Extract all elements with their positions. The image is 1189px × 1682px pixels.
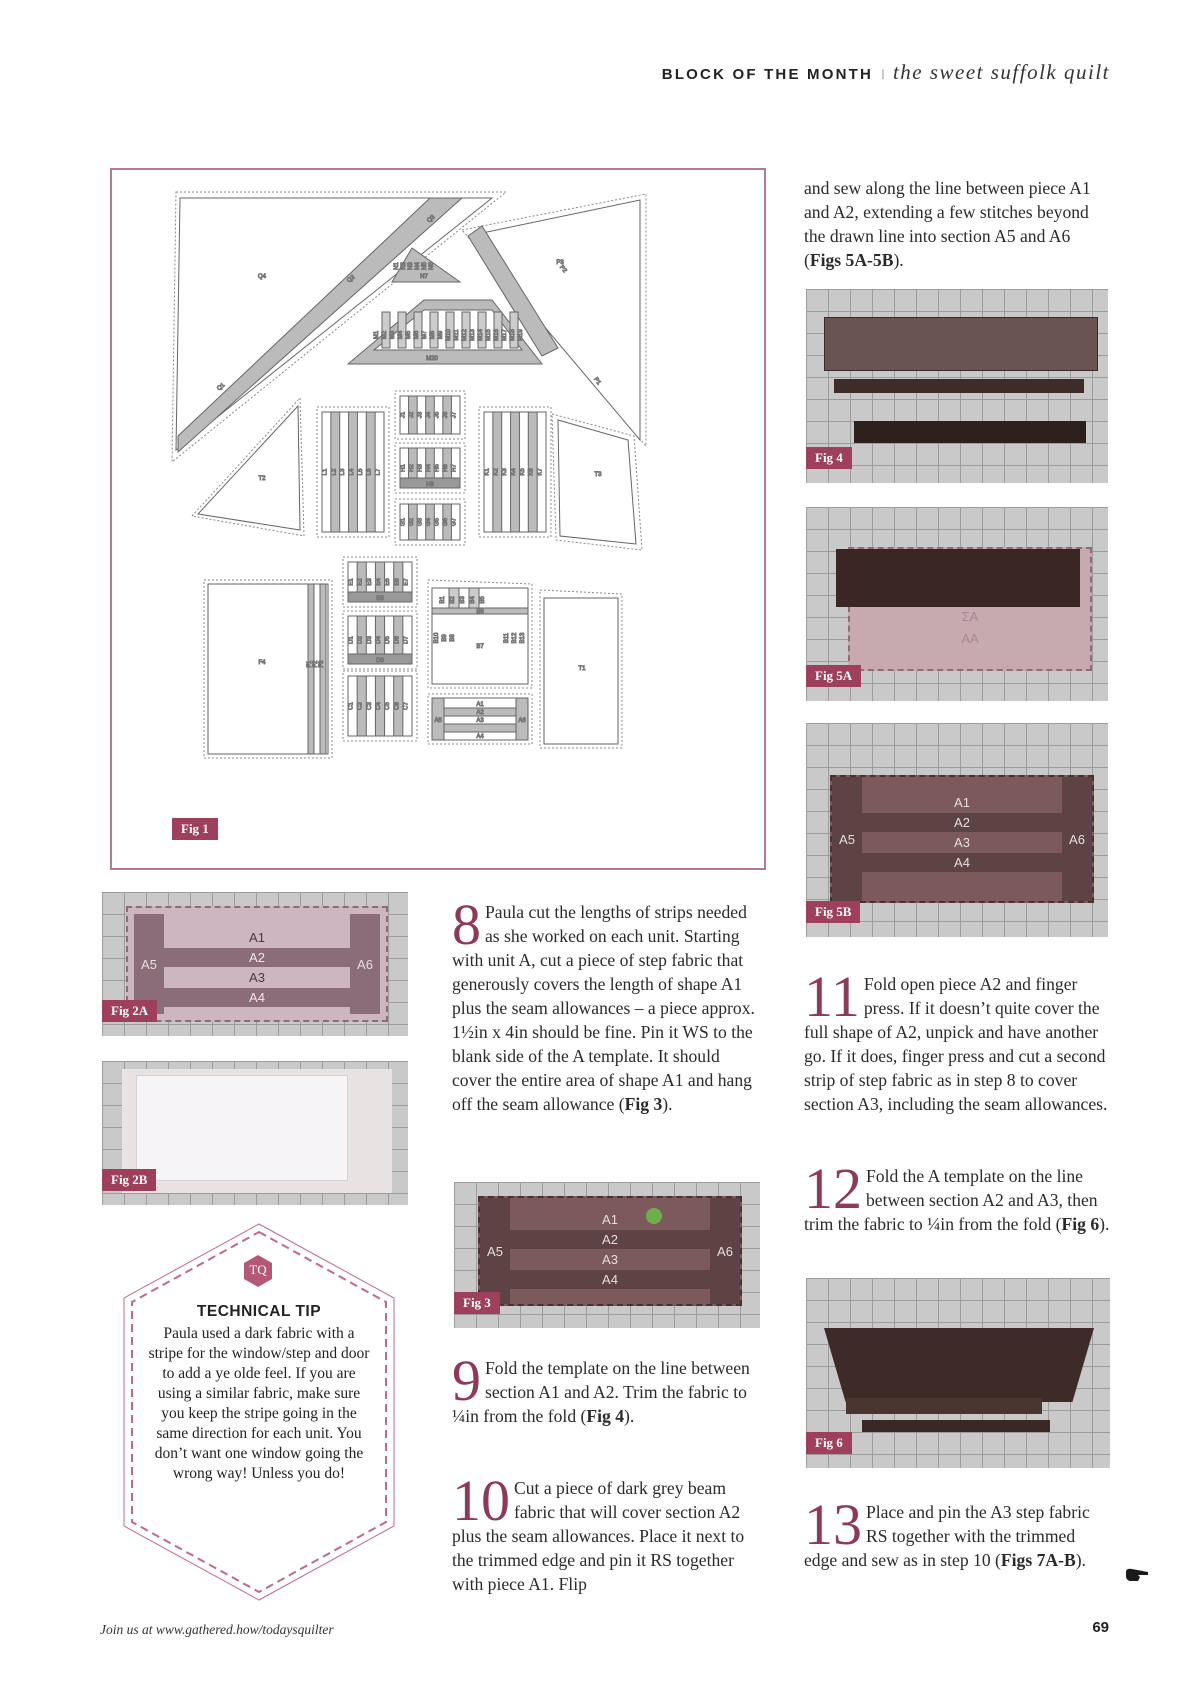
label-a3: A3 [476, 718, 484, 724]
label-b7: B7 [476, 644, 484, 650]
unit-c-label-C3: C3 [366, 702, 373, 710]
tip-title: TECHNICAL TIP [196, 1303, 322, 1320]
step-10-cont-text: and sew along the line between piece A1 and A2, extending a few stitches beyond the drawn line into section A5 and A6 ( [804, 178, 1091, 270]
tq-badge-text: TQ [249, 1262, 267, 1277]
unit-l-label-L4: L4 [349, 468, 355, 476]
unit-d-strip [357, 616, 366, 654]
label-m9: M9 [438, 330, 444, 340]
unit-h-label-H2: H2 [408, 464, 415, 472]
unit-k-label-K4: K4 [511, 468, 517, 476]
unit-e-strip [357, 562, 366, 592]
label-m12: M12 [462, 329, 468, 341]
piece-f1 [308, 584, 314, 754]
figure-1-template-diagram [110, 168, 766, 870]
unit-d-label-D7: D7 [403, 636, 410, 644]
unit-c-label-C7: C7 [403, 702, 410, 710]
fig6-photo [806, 1278, 1110, 1468]
label-m8: M8 [430, 330, 436, 340]
piece-m6 [414, 312, 422, 348]
unit-j-label-J6: J6 [443, 411, 450, 419]
label-p2: P2 [558, 264, 568, 275]
unit-c-label-C5: C5 [385, 702, 392, 710]
step-11-text: Fold open piece A2 and finger press. If it doesn’t quite cover the full shape of A2, unpick and have another go. If it does, finger press and cut a second strip of step fabric as in step 8 to cover section A3, including the seam allowances. [804, 974, 1108, 1114]
label-b11: B11 [504, 632, 510, 644]
dark-fabric-shape [836, 549, 1080, 607]
fig2a-photo [102, 892, 408, 1036]
technical-tip [146, 1302, 372, 1484]
step-12-end: ). [1099, 1214, 1110, 1234]
label-m18: M18 [510, 329, 516, 341]
label-m20: M20 [426, 356, 438, 362]
ruler-shape [824, 317, 1098, 371]
label-b2: B2 [450, 596, 456, 604]
piece-m8 [430, 312, 438, 348]
a-template-with-fabric-shape [478, 1196, 742, 1306]
label-m11: M11 [454, 329, 460, 341]
unit-k-label-K1: K1 [484, 468, 491, 476]
fig5a-photo [806, 507, 1108, 701]
series-title: the sweet suffolk quilt [892, 60, 1110, 84]
label-m2: M2 [382, 330, 388, 340]
piece-a4: A4 [164, 988, 350, 1007]
piece-a3: A3 [954, 835, 970, 850]
step-10 [452, 1468, 758, 1596]
unit-d-label-D6: D6 [394, 636, 401, 644]
unit-h-label-H1: H1 [400, 464, 407, 472]
piece-a4 [444, 724, 516, 732]
pin-head-icon [646, 1208, 662, 1224]
unit-d-label-D8: D8 [376, 658, 384, 664]
unit-d-label-D3: D3 [366, 636, 373, 644]
unit-l-label-L5: L5 [357, 468, 364, 476]
step-10-number: 10 [452, 1468, 510, 1533]
unit-g-label-G7: G7 [451, 517, 458, 527]
step-8 [452, 892, 758, 1116]
step-8-end: ). [662, 1094, 673, 1114]
unit-c-label-C6: C6 [394, 702, 401, 710]
label-a1: A1 [476, 702, 484, 708]
label-b1: B1 [440, 596, 446, 604]
tip-text: Paula used a dark fabric with a stripe for the window/step and door to add a ye olde feel. If you are using a similar fabric, make sure you keep the stripe going in the same direction for each unit. You don’t want one window going the wrong way! Unless you do! [148, 1325, 370, 1482]
label-b6: B6 [476, 609, 484, 615]
step-9-number: 9 [452, 1348, 481, 1413]
label-f4: F4 [258, 660, 266, 666]
unit-g-label-G1: G1 [400, 517, 407, 527]
piece-a6: A6 [1062, 777, 1092, 901]
unit-j-label-J5: J5 [434, 411, 441, 419]
header-separator: I [881, 66, 885, 82]
unit-e-label-E7: E7 [403, 578, 410, 586]
fig2a-label: Fig 2A [102, 1000, 157, 1022]
piece-t2 [198, 406, 300, 530]
label-n2: N2 [401, 262, 407, 270]
fig5b-label: Fig 5B [806, 901, 860, 923]
unit-h-label-H6: H6 [443, 464, 450, 472]
piece-m4 [398, 312, 406, 348]
unit-e-label-E2: E2 [357, 578, 364, 586]
step-8-number: 8 [452, 892, 481, 957]
trimmed-fabric-shape [854, 421, 1086, 443]
label-q1: Q1 [216, 382, 227, 393]
unit-h-strip [443, 448, 452, 478]
label-t3: T3 [594, 472, 602, 478]
unit-e-label-E1: E1 [348, 578, 355, 586]
template-svg [112, 170, 764, 868]
unit-j-label-J4: J4 [426, 411, 432, 419]
label-m16: M16 [494, 329, 500, 341]
fig5a-mark-1: ΣA [961, 609, 979, 624]
piece-a2: A2 [164, 948, 350, 967]
piece-a1: A1 [954, 795, 970, 810]
piece-a2: A2 [832, 813, 1092, 832]
unit-d-label-D2: D2 [357, 636, 364, 644]
trim-strip-shape [846, 1398, 1042, 1414]
step-12-number: 12 [804, 1156, 862, 1221]
label-m7: M7 [422, 330, 428, 340]
unit-g-label-G6: G6 [443, 517, 450, 527]
unit-k-label-K6: K6 [528, 468, 535, 476]
unit-k-label-K2: K2 [493, 468, 500, 476]
fig4-photo [806, 289, 1108, 483]
fig4-label: Fig 4 [806, 447, 852, 469]
fig5a-label: Fig 5A [806, 665, 861, 687]
step-13-end: ). [1075, 1550, 1086, 1570]
label-q4: Q4 [257, 274, 267, 280]
label-n6: N6 [429, 262, 435, 270]
step-11-number: 11 [804, 964, 860, 1029]
label-n1: N1 [394, 262, 400, 270]
unit-h-label-H7: H7 [451, 464, 458, 472]
unit-j-label-J7: J7 [451, 411, 458, 419]
section-title: BLOCK OF THE MONTH [661, 66, 874, 83]
fig5b-photo [806, 723, 1108, 937]
label-m3: M3 [390, 330, 396, 340]
piece-t3 [558, 420, 636, 544]
label-m17: M17 [502, 329, 508, 341]
unit-e-strip [394, 562, 403, 592]
label-f1: F1 [307, 660, 313, 668]
piece-a1: A1 [602, 1212, 618, 1227]
label-t2: T2 [258, 476, 266, 482]
label-q2: Q2 [346, 274, 357, 285]
step-13-ref: Figs 7A-B [1000, 1550, 1076, 1570]
unit-k-label-K3: K3 [502, 468, 509, 476]
unit-e-label-E4: E4 [376, 578, 382, 586]
unit-l-label-L3: L3 [340, 468, 347, 476]
step-10-cont-end: ). [893, 250, 904, 270]
step-13-number: 13 [804, 1492, 862, 1557]
unit-d-strip [375, 616, 384, 654]
unit-k-label-K7: K7 [537, 468, 544, 476]
label-a6: A6 [518, 718, 526, 724]
unit-h-label-H8: H8 [426, 482, 434, 488]
label-m15: M15 [486, 329, 492, 341]
piece-a3: A3 [602, 1252, 618, 1267]
step-12 [804, 1156, 1110, 1236]
step-10-text: Cut a piece of dark grey beam fabric that will cover section A2 plus the seam allowances. Place it next to the trimmed edge and pin it RS together with piece A1. Flip [452, 1478, 745, 1594]
label-n3: N3 [408, 262, 414, 270]
label-a2: A2 [476, 710, 484, 716]
unit-e-label-E6: E6 [394, 578, 401, 586]
label-p1: P1 [592, 376, 602, 387]
label-n5: N5 [422, 262, 428, 270]
unit-h-strip [426, 448, 435, 478]
piece-m2 [382, 312, 390, 348]
label-b10: B10 [434, 632, 440, 644]
piece-a4: A4 [510, 1270, 710, 1289]
piece-a6: A6 [710, 1198, 740, 1304]
piece-f3 [320, 584, 326, 754]
unit-j-label-J3: J3 [417, 411, 424, 419]
step-9-end: ). [624, 1406, 635, 1426]
label-m6: M6 [414, 330, 420, 340]
unit-l-label-L2: L2 [331, 468, 338, 476]
unit-h-label-H3: H3 [417, 464, 424, 472]
step-9-text: Fold the template on the line between section A1 and A2. Trim the fabric to ¼in from the fold ( [452, 1358, 750, 1426]
label-b13: B13 [520, 632, 526, 644]
fabric-strip-shape [834, 379, 1084, 393]
label-m13: M13 [470, 329, 476, 341]
step-13-text: Place and pin the A3 step fabric RS together with the trimmed edge and sew as in step 10 ( [804, 1502, 1090, 1570]
label-f3: F3 [319, 660, 325, 668]
pointing-hand-icon [1124, 1566, 1150, 1584]
piece-a5: A5 [134, 914, 164, 1014]
unit-h-strip [409, 448, 418, 478]
unit-d-strip [394, 616, 403, 654]
unit-l-label-L1: L1 [322, 468, 329, 476]
unit-l-label-L7: L7 [375, 468, 382, 476]
fig2b-label: Fig 2B [102, 1169, 156, 1191]
step-9-ref: Fig 4 [586, 1406, 625, 1426]
label-m10: M10 [446, 329, 452, 341]
unit-j-label-J1: J1 [400, 411, 407, 419]
label-b3: B3 [460, 596, 466, 604]
unit-j-label-J2: J2 [408, 411, 415, 419]
page-number: 69 [1092, 1619, 1109, 1636]
piece-a6: A6 [350, 914, 380, 1014]
label-f2: F2 [313, 660, 319, 668]
fig3-label: Fig 3 [454, 1292, 500, 1314]
label-b12: B12 [512, 632, 518, 644]
trim-strip-2-shape [862, 1420, 1050, 1432]
step-11 [804, 964, 1110, 1116]
label-t1: T1 [578, 666, 586, 672]
unit-k-label-K5: K5 [519, 468, 526, 476]
unit-c-label-C2: C2 [357, 702, 364, 710]
unit-d-label-D4: D4 [376, 636, 382, 644]
piece-a2: A2 [510, 1230, 710, 1249]
unit-g-label-G2: G2 [408, 517, 415, 527]
label-a5: A5 [434, 718, 442, 724]
label-n7: N7 [420, 274, 428, 280]
unit-h-label-H4: H4 [426, 464, 432, 472]
unit-e-label-E3: E3 [366, 578, 373, 586]
label-b9: B9 [442, 634, 448, 642]
label-b5: B5 [480, 596, 486, 604]
unit-d-label-D5: D5 [385, 636, 392, 644]
label-n4: N4 [415, 262, 421, 270]
piece-a3: A3 [249, 970, 265, 985]
fig3-photo [454, 1182, 760, 1328]
footer-website: Join us at www.gathered.how/todaysquilter [100, 1622, 334, 1637]
unit-h-label-H5: H5 [434, 464, 441, 472]
label-a4: A4 [476, 734, 484, 740]
fig6-label: Fig 6 [806, 1432, 852, 1454]
fig2b-photo [102, 1061, 408, 1205]
running-header [662, 60, 1110, 85]
step-10-continued [804, 176, 1110, 272]
a-template-paper-shape [126, 906, 388, 1022]
unit-g-label-G4: G4 [426, 517, 432, 527]
label-m1: M1 [374, 330, 380, 340]
label-b4: B4 [470, 596, 476, 604]
step-13 [804, 1492, 1110, 1572]
fig1-label: Fig 1 [172, 818, 218, 840]
unit-c-label-C1: C1 [348, 702, 355, 710]
label-q3: Q3 [426, 214, 437, 225]
unit-e-strip [375, 562, 384, 592]
label-p3: P3 [556, 260, 564, 266]
unit-d-label-D1: D1 [348, 636, 355, 644]
label-m5: M5 [406, 330, 412, 340]
unit-g-label-G5: G5 [434, 517, 441, 527]
unit-c-label-C4: C4 [376, 702, 382, 710]
unit-e-label-E8: E8 [376, 596, 384, 602]
label-b8: B8 [450, 634, 456, 642]
piece-a5: A5 [480, 1198, 510, 1304]
unit-g-label-G3: G3 [417, 517, 424, 527]
piece-a5: A5 [832, 777, 862, 901]
fig5a-mark-2: ΑΑ [961, 631, 979, 646]
step-12-text: Fold the A template on the line between section A2 and A3, then trim the fabric to ¼in from the fold ( [804, 1166, 1098, 1234]
step-8-ref: Fig 3 [624, 1094, 663, 1114]
folded-template-shape [824, 1328, 1094, 1402]
unit-l-label-L6: L6 [366, 468, 373, 476]
piece-a1: A1 [249, 930, 265, 945]
step-10-cont-ref: Figs 5A-5B [809, 250, 894, 270]
a-template-shape [830, 775, 1094, 903]
label-m14: M14 [478, 329, 484, 341]
unit-e-label-E5: E5 [385, 578, 392, 586]
paper-sheet-shape [136, 1075, 348, 1181]
label-m4: M4 [398, 330, 404, 340]
step-9 [452, 1348, 758, 1428]
piece-a4: A4 [832, 853, 1092, 872]
step-8-text: Paula cut the lengths of strips needed as she worked on each unit. Starting with unit A, cut a piece of step fabric that generously covers the length of shape A1 plus the seam allowances – a piece approx. 1½in x 4in should be fine. Pin it WS to the blank side of the A template. It should cover the entire area of shape A1 and hang off the seam allowance ( [452, 902, 755, 1114]
label-m19: M19 [518, 329, 524, 341]
step-12-ref: Fig 6 [1061, 1214, 1100, 1234]
